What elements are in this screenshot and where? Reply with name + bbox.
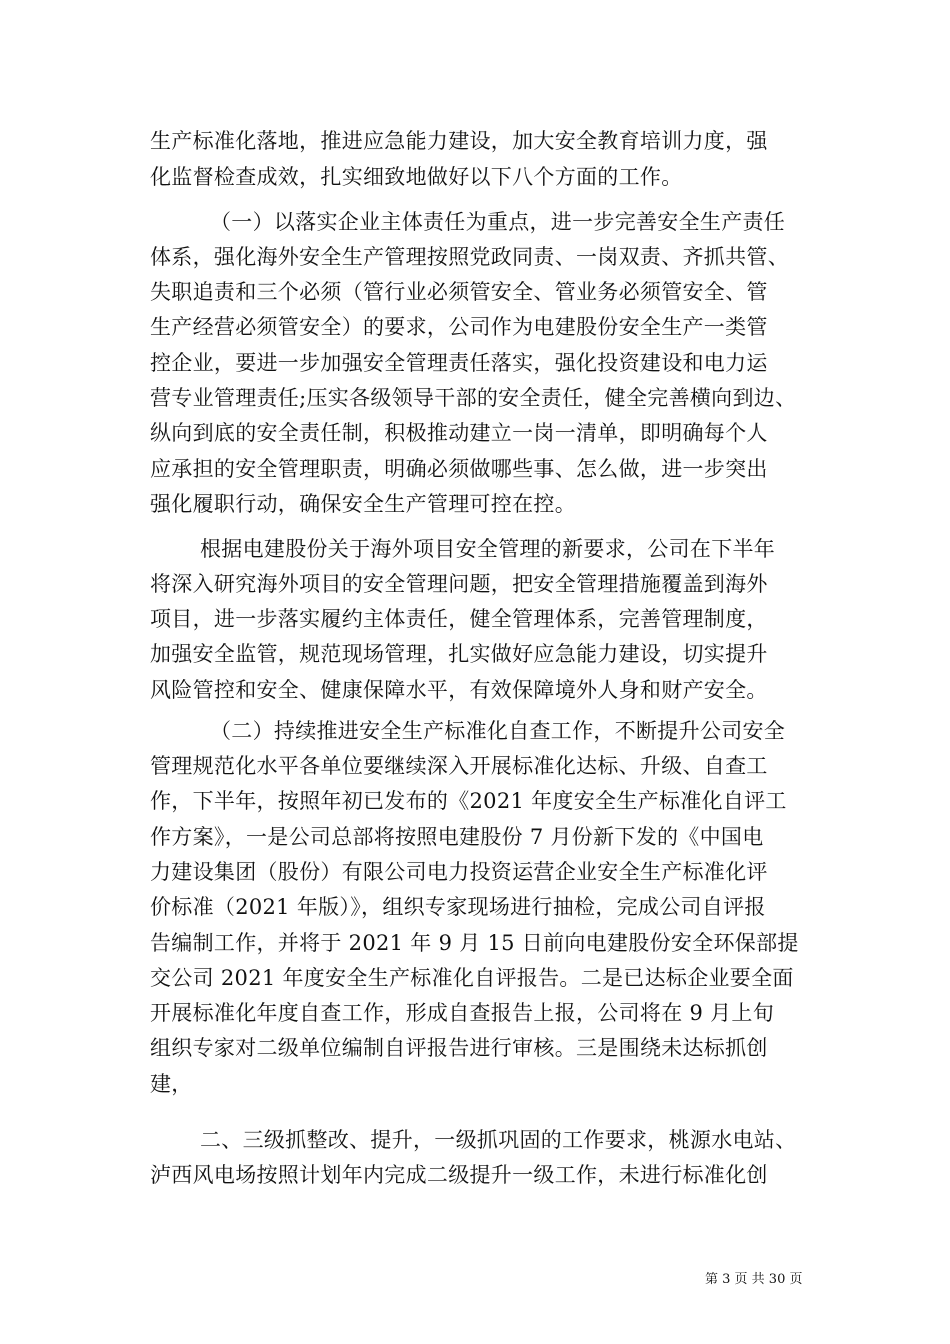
text-line: 建，	[150, 1072, 193, 1096]
text-line: 控企业，要进一步加强安全管理责任落实，强化投资建设和电力运	[150, 351, 768, 375]
paragraph-heading-1: （一）以落实企业主体责任为重点，进一步完善安全生产责任	[210, 210, 786, 234]
text-line: 将深入研究海外项目的安全管理问题，把安全管理措施覆盖到海外	[150, 572, 768, 596]
text-line: 管理规范化水平各单位要继续深入开展标准化达标、升级、自查工	[150, 754, 768, 778]
text-line: 纵向到底的安全责任制，积极推动建立一岗一清单，即明确每个人	[150, 421, 768, 445]
text-line: 泸西风电场按照计划年内完成二级提升一级工作，未进行标准化创	[150, 1163, 768, 1187]
text-line: 告编制工作，并将于 2021 年 9 月 15 日前向电建股份安全环保部提	[150, 931, 799, 955]
text-line: 营专业管理责任;压实各级领导干部的安全责任，健全完善横向到边、	[150, 386, 797, 410]
text-line: 作方案》，一是公司总部将按照电建股份 7 月份新下发的《中国电	[150, 825, 764, 849]
text-line: 风险管控和安全、健康保障水平，有效保障境外人身和财产安全。	[150, 678, 768, 702]
text-line: 化监督检查成效，扎实细致地做好以下八个方面的工作。	[150, 165, 683, 189]
text-line: 作，下半年，按照年初已发布的《2021 年度安全生产标准化自评工	[150, 789, 787, 813]
text-line: 加强安全监管，规范现场管理，扎实做好应急能力建设，切实提升	[150, 642, 768, 666]
text-line: 根据电建股份关于海外项目安全管理的新要求，公司在下半年	[200, 537, 776, 561]
text-line: 交公司 2021 年度安全生产标准化自评报告。二是已达标企业要全面	[150, 966, 794, 990]
text-line: 生产标准化落地，推进应急能力建设，加大安全教育培训力度，强	[150, 129, 768, 153]
text-line: 强化履职行动，确保安全生产管理可控在控。	[150, 492, 576, 516]
text-line: 组织专家对二级单位编制自评报告进行审核。三是围绕未达标抓创	[150, 1036, 768, 1060]
text-line: 生产经营必须管安全）的要求，公司作为电建股份安全生产一类管	[150, 315, 768, 339]
text-line: 价标准（2021 年版）》，组织专家现场进行抽检，完成公司自评报	[150, 895, 766, 919]
text-line: 应承担的安全管理职责，明确必须做哪些事、怎么做，进一步突出	[150, 457, 768, 481]
paragraph-heading-2: （二）持续推进安全生产标准化自查工作，不断提升公司安全	[210, 719, 786, 743]
text-line: 开展标准化年度自查工作，形成自查报告上报，公司将在 9 月上旬	[150, 1001, 775, 1025]
text-line: 力建设集团（股份）有限公司电力投资运营企业安全生产标准化评	[150, 860, 768, 884]
text-line: 二、三级抓整改、提升，一级抓巩固的工作要求，桃源水电站、	[200, 1128, 797, 1152]
text-line: 体系，强化海外安全生产管理按照党政同责、一岗双责、齐抓共管、	[150, 245, 789, 269]
text-line: 失职追责和三个必须（管行业必须管安全、管业务必须管安全、管	[150, 280, 768, 304]
page-number: 第 3 页 共 30 页	[705, 1272, 803, 1287]
text-line: 项目，进一步落实履约主体责任，健全管理体系，完善管理制度，	[150, 607, 768, 631]
